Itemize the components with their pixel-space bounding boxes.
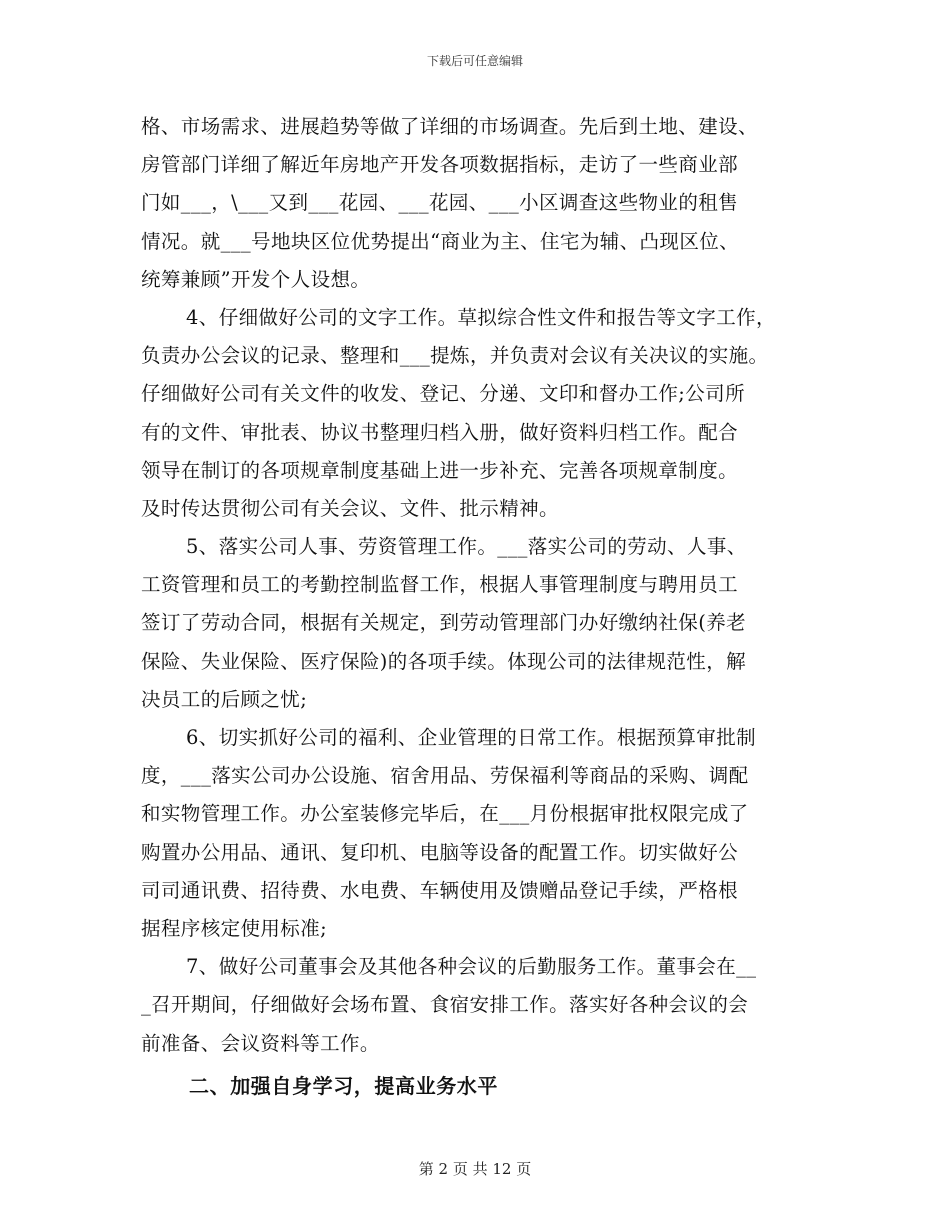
text-line: 负责办公会议的记录、整理和___提炼，并负责对会议有关决议的实施。 — [141, 344, 769, 368]
text-line: 6、切实抓好公司的福利、企业管理的日常工作。根据预算审批制 — [186, 726, 757, 749]
paragraph-lines — [141, 108, 821, 1063]
text-line: 有的文件、审批表、协议书整理归档入册，做好资料归档工作。配合 — [141, 420, 739, 444]
document-body — [141, 108, 821, 1105]
text-line: 前准备、会议资料等工作。 — [141, 1031, 380, 1055]
text-line: 和实物管理工作。办公室装修完毕后，在___月份根据审批权限完成了 — [141, 802, 749, 826]
text-line: 决员工的后顾之忧; — [141, 687, 308, 711]
text-line: 7、做好公司董事会及其他各种会议的后勤服务工作。董事会在__ — [186, 955, 757, 979]
text-line: 仔细做好公司有关文件的收发、登记、分递、文印和督办工作;公司所 — [141, 382, 745, 406]
text-line: 签订了劳动合同，根据有关规定，到劳动管理部门办好缴纳社保(养老 — [141, 611, 747, 635]
text-line: 门如___，\___又到___花园、___花园、___小区调查这些物业的租售 — [141, 191, 739, 215]
text-line: 及时传达贯彻公司有关会议、文件、批示精神。 — [141, 496, 559, 520]
text-line: 保险、失业保险、医疗保险)的各项手续。体现公司的法律规范性，解 — [141, 649, 747, 673]
text-line: 购置办公用品、通讯、复印机、电脑等设备的配置工作。切实做好公 — [141, 840, 739, 864]
text-line: 格、市场需求、进展趋势等做了详细的市场调查。先后到土地、建设、 — [141, 115, 758, 138]
text-line: 统筹兼顾”开发个人设想。 — [141, 267, 371, 291]
section-heading: 二、加强自身学习，提高业务水平 — [189, 1073, 498, 1098]
page-header-note: 下载后可任意编辑 — [426, 54, 523, 68]
text-line: 据程序核定使用标准; — [141, 916, 328, 940]
text-line: 领导在制订的各项规章制度基础上进一步补充、完善各项规章制度。 — [141, 458, 739, 482]
text-line: 5、落实公司人事、劳资管理工作。___落实公司的劳动、人事、 — [186, 535, 747, 559]
text-line: 4、仔细做好公司的文字工作。草拟综合性文件和报告等文字工作， — [186, 305, 776, 329]
text-line: 度，___落实公司办公设施、宿舍用品、劳保福利等商品的采购、调配 — [141, 764, 749, 788]
text-line: 工资管理和员工的考勤控制监督工作，根据人事管理制度与聘用员工 — [141, 573, 739, 597]
page-number: 第 2 页 共 12 页 — [418, 1160, 532, 1178]
text-line: 情况。就___号地块区位优势提出“商业为主、住宅为辅、凸现区位、 — [141, 229, 740, 253]
text-line: 司司通讯费、招待费、水电费、车辆使用及馈赠品登记手续，严格根 — [141, 878, 739, 902]
text-line: _召开期间，仔细做好会场布置、食宿安排工作。落实好各种会议的会 — [141, 993, 749, 1017]
text-line: 房管部门详细了解近年房地产开发各项数据指标，走访了一些商业部 — [141, 153, 739, 177]
